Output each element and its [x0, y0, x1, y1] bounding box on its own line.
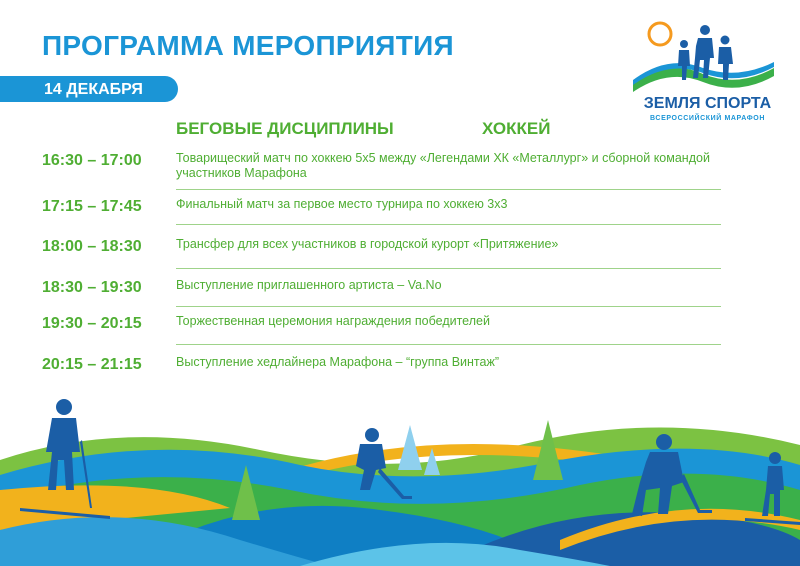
row-event: Трансфер для всех участников в городской курорт «Притяжение» [176, 237, 559, 251]
row-divider [176, 189, 721, 190]
logo-emblem [628, 18, 778, 130]
row-time: 18:30 – 19:30 [42, 279, 142, 296]
row-divider [176, 306, 721, 307]
row-divider [176, 344, 721, 345]
landscape-illustration [0, 390, 800, 566]
row-event: Выступление хедлайнера Марафона – “группа Винтаж” [176, 355, 499, 369]
page-title: ПРОГРАММА МЕРОПРИЯТИЯ [42, 30, 454, 61]
row-event: Товарищеский матч по хоккею 5х5 между «Легендами ХК «Металлург» и сборной командой участников Марафона [176, 151, 710, 180]
row-time: 20:15 – 21:15 [42, 356, 142, 373]
tab-running: БЕГОВЫЕ ДИСЦИПЛИНЫ [176, 119, 394, 138]
row-time: 18:00 – 18:30 [42, 238, 142, 255]
tab-hockey: ХОККЕЙ [482, 119, 551, 138]
row-divider [176, 268, 721, 269]
date-label: 14 ДЕКАБРЯ [44, 81, 143, 98]
logo-name: ЗЕМЛЯ СПОРТА [643, 95, 772, 112]
row-time: 19:30 – 20:15 [42, 315, 142, 332]
row-event: Финальный матч за первое место турнира по хоккею 3х3 [176, 197, 508, 211]
row-divider [176, 224, 721, 225]
logo-tagline: ВСЕРОССИЙСКИЙ МАРАФОН [650, 115, 765, 122]
row-event: Торжественная церемония награждения победителей [176, 314, 490, 328]
row-event: Выступление приглашенного артиста – Va.No [176, 278, 442, 292]
row-time: 17:15 – 17:45 [42, 198, 142, 215]
row-time: 16:30 – 17:00 [42, 152, 142, 169]
